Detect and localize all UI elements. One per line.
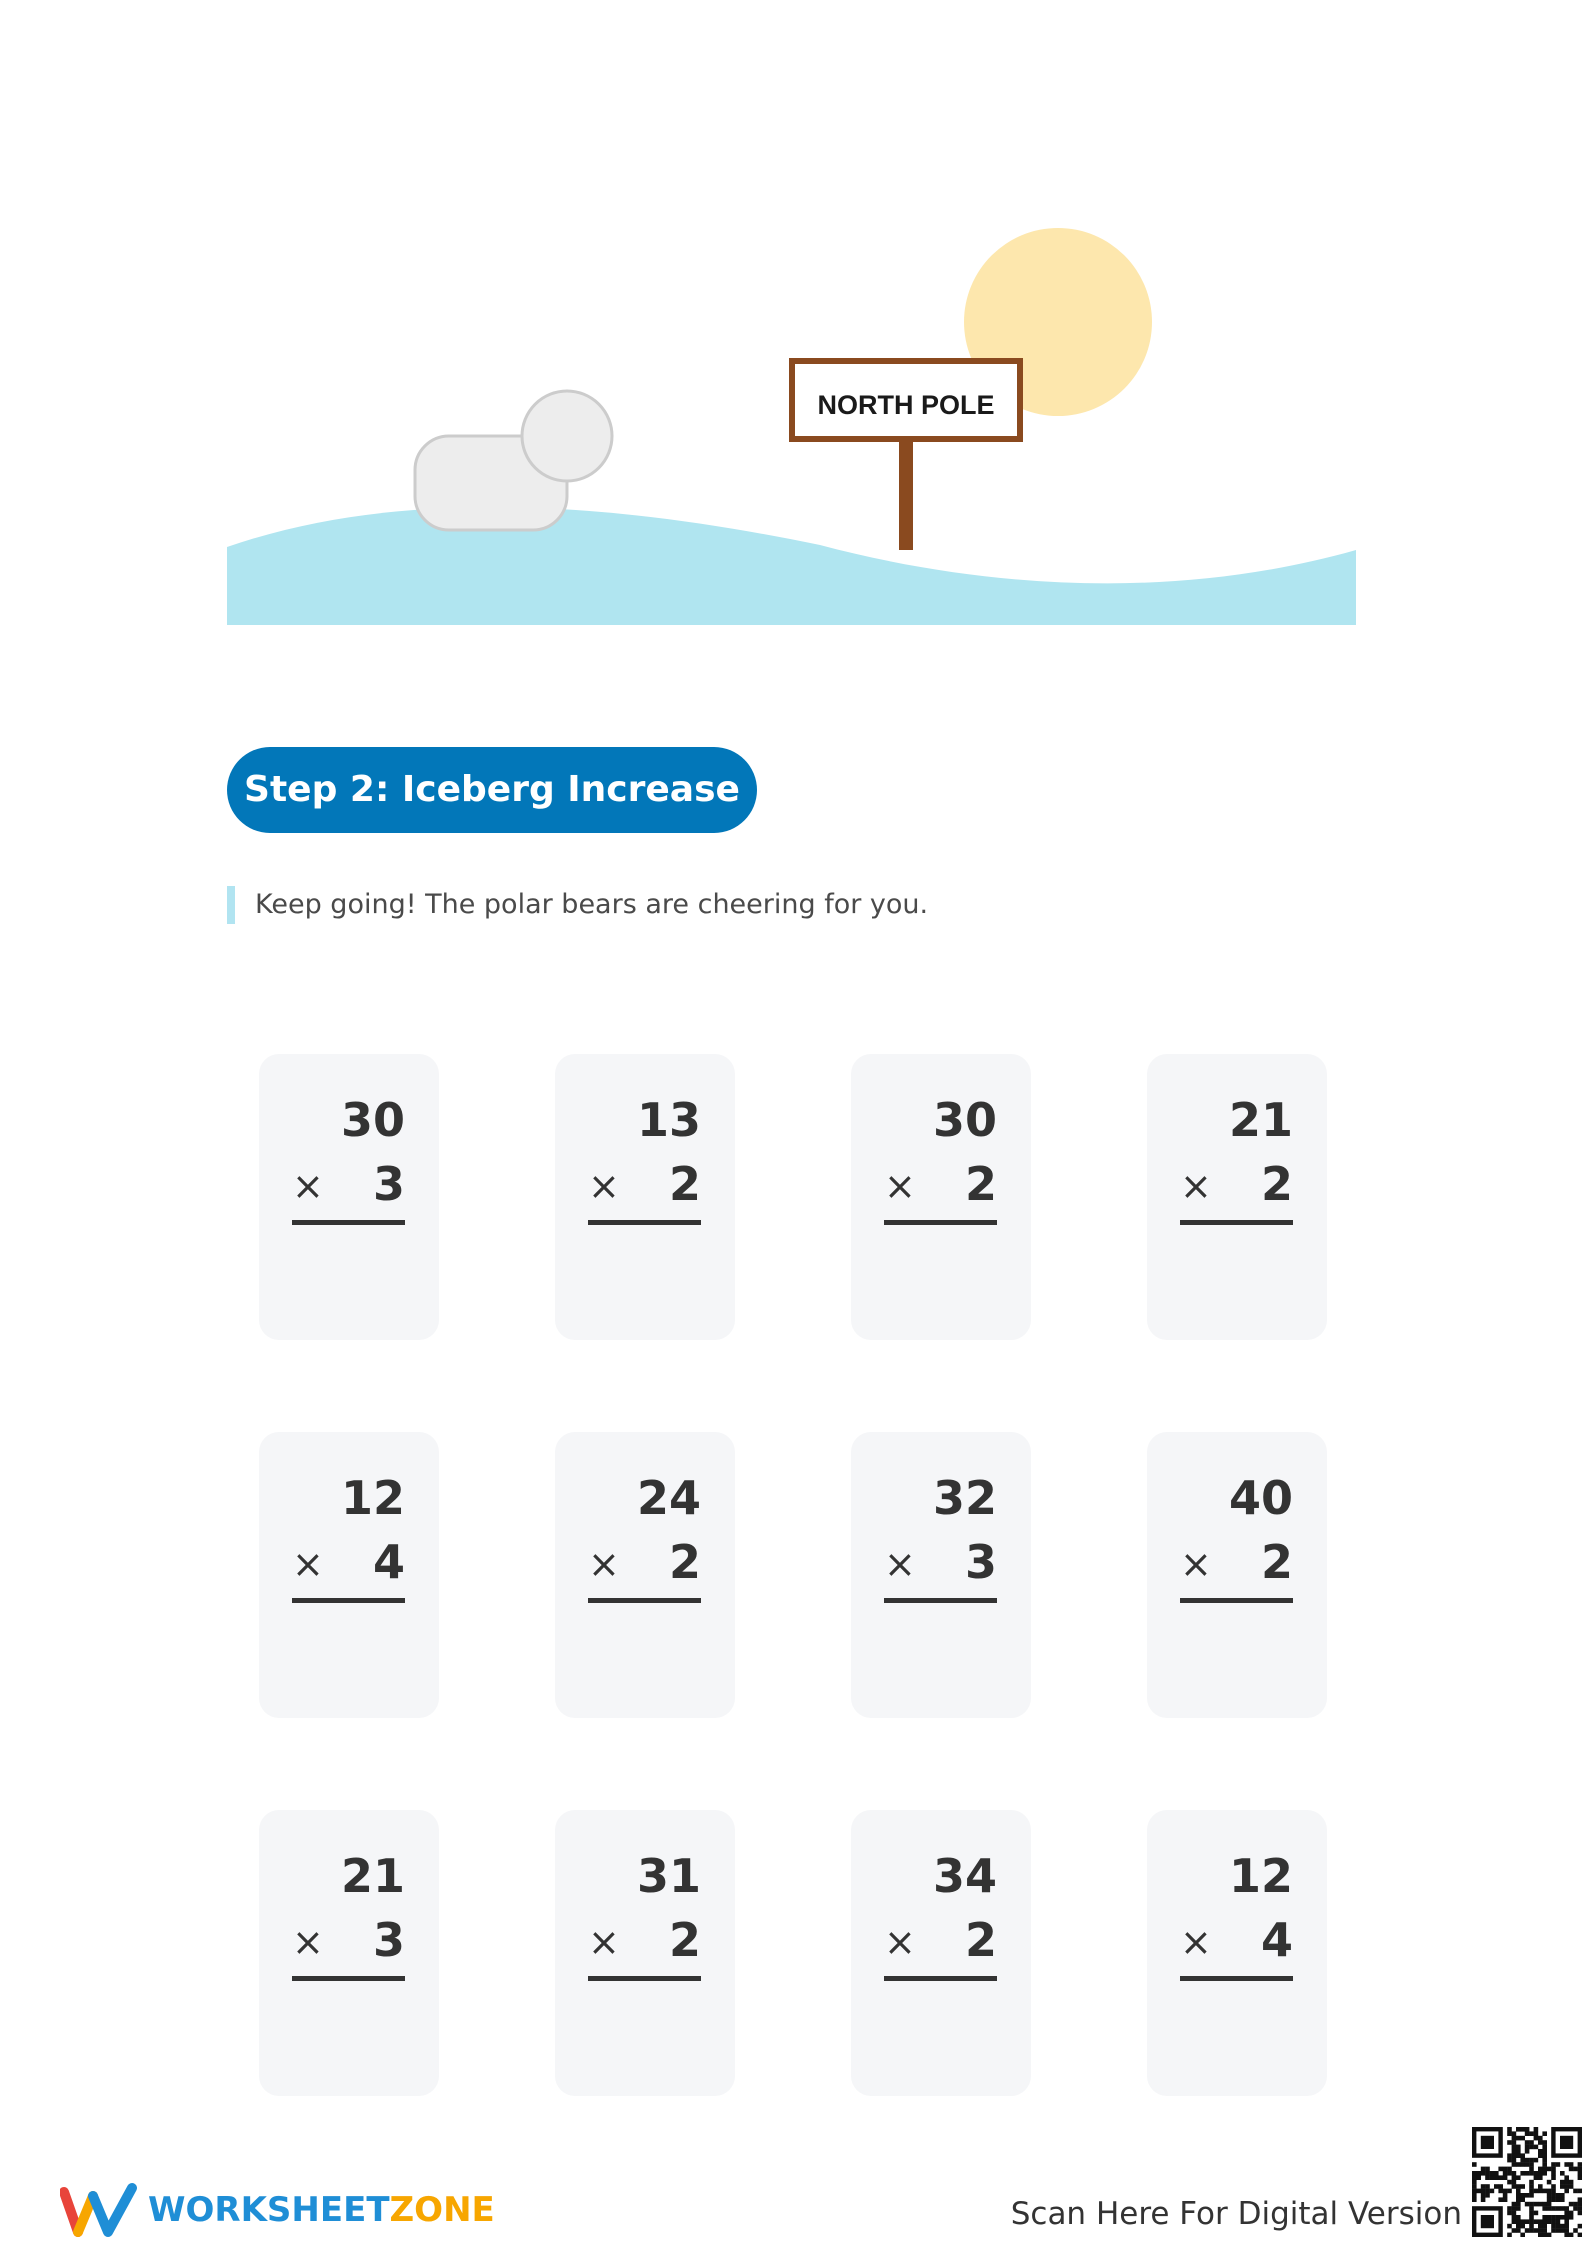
- problem-card: [1147, 1054, 1327, 1340]
- answer-line: [292, 1976, 405, 1981]
- multiplier: 3: [964, 1535, 997, 1589]
- problems-grid: [259, 1054, 1327, 2096]
- times-sign: ×: [292, 1920, 324, 1964]
- times-sign: ×: [292, 1164, 324, 1208]
- answer-line: [884, 1598, 997, 1603]
- times-sign: ×: [884, 1920, 916, 1964]
- multiplicand: 32: [932, 1471, 997, 1525]
- problem-card: [1147, 1810, 1327, 2096]
- problem-card: [259, 1432, 439, 1718]
- multiplicand: 30: [932, 1093, 997, 1147]
- problem-card: [851, 1810, 1031, 2096]
- answer-line: [588, 1220, 701, 1225]
- multiplier: 2: [1260, 1157, 1293, 1211]
- multiplicand: 24: [636, 1471, 701, 1525]
- problem-card: [555, 1810, 735, 2096]
- times-sign: ×: [1180, 1542, 1212, 1586]
- multiplier: 4: [372, 1535, 405, 1589]
- multiplicand: 40: [1228, 1471, 1293, 1525]
- answer-line: [292, 1220, 405, 1225]
- iceberg-water: [227, 507, 1356, 625]
- multiplicand: 12: [340, 1471, 405, 1525]
- times-sign: ×: [588, 1542, 620, 1586]
- north-pole-illustration: [0, 0, 1588, 700]
- multiplier: 2: [1260, 1535, 1293, 1589]
- problem-card: [555, 1054, 735, 1340]
- multiplicand: 13: [636, 1093, 701, 1147]
- logo-text-zone: ZONE: [389, 2190, 495, 2230]
- problem-card: [259, 1054, 439, 1340]
- multiplier: 2: [668, 1535, 701, 1589]
- problem-card: [851, 1054, 1031, 1340]
- problem-card: [1147, 1432, 1327, 1718]
- multiplier: 2: [668, 1157, 701, 1211]
- multiplier: 3: [372, 1913, 405, 1967]
- problem-card: [851, 1432, 1031, 1718]
- multiplicand: 12: [1228, 1849, 1293, 1903]
- encouragement-text: Keep going! The polar bears are cheering for you.: [227, 886, 928, 924]
- worksheetzone-logo: [60, 2182, 495, 2238]
- times-sign: ×: [884, 1542, 916, 1586]
- multiplier: 2: [964, 1157, 997, 1211]
- multiplier: 2: [964, 1913, 997, 1967]
- answer-line: [1180, 1598, 1293, 1603]
- multiplicand: 34: [932, 1849, 997, 1903]
- north-pole-sign: [792, 361, 1020, 550]
- multiplicand: 21: [340, 1849, 405, 1903]
- multiplier: 2: [668, 1913, 701, 1967]
- times-sign: ×: [1180, 1920, 1212, 1964]
- multiplicand: 31: [636, 1849, 701, 1903]
- answer-line: [1180, 1220, 1293, 1225]
- qr-code-icon[interactable]: [1472, 2127, 1582, 2237]
- problem-card: [555, 1432, 735, 1718]
- times-sign: ×: [884, 1164, 916, 1208]
- logo-w-icon: [60, 2182, 138, 2238]
- multiplier: 3: [372, 1157, 405, 1211]
- answer-line: [884, 1220, 997, 1225]
- scan-instruction: Scan Here For Digital Version: [1010, 2196, 1462, 2232]
- step-title-badge: Step 2: Iceberg Increase: [227, 747, 757, 833]
- sign-label: NORTH POLE: [817, 390, 995, 420]
- multiplier: 4: [1260, 1913, 1293, 1967]
- logo-wordmark: [148, 2190, 495, 2230]
- answer-line: [1180, 1976, 1293, 1981]
- logo-text-worksheet: WORKSHEET: [148, 2190, 390, 2230]
- answer-line: [292, 1598, 405, 1603]
- answer-line: [588, 1976, 701, 1981]
- times-sign: ×: [292, 1542, 324, 1586]
- problem-card: [259, 1810, 439, 2096]
- multiplicand: 21: [1228, 1093, 1293, 1147]
- times-sign: ×: [588, 1164, 620, 1208]
- answer-line: [588, 1598, 701, 1603]
- answer-line: [884, 1976, 997, 1981]
- polar-bear-icon: [415, 391, 612, 530]
- times-sign: ×: [588, 1920, 620, 1964]
- times-sign: ×: [1180, 1164, 1212, 1208]
- multiplicand: 30: [340, 1093, 405, 1147]
